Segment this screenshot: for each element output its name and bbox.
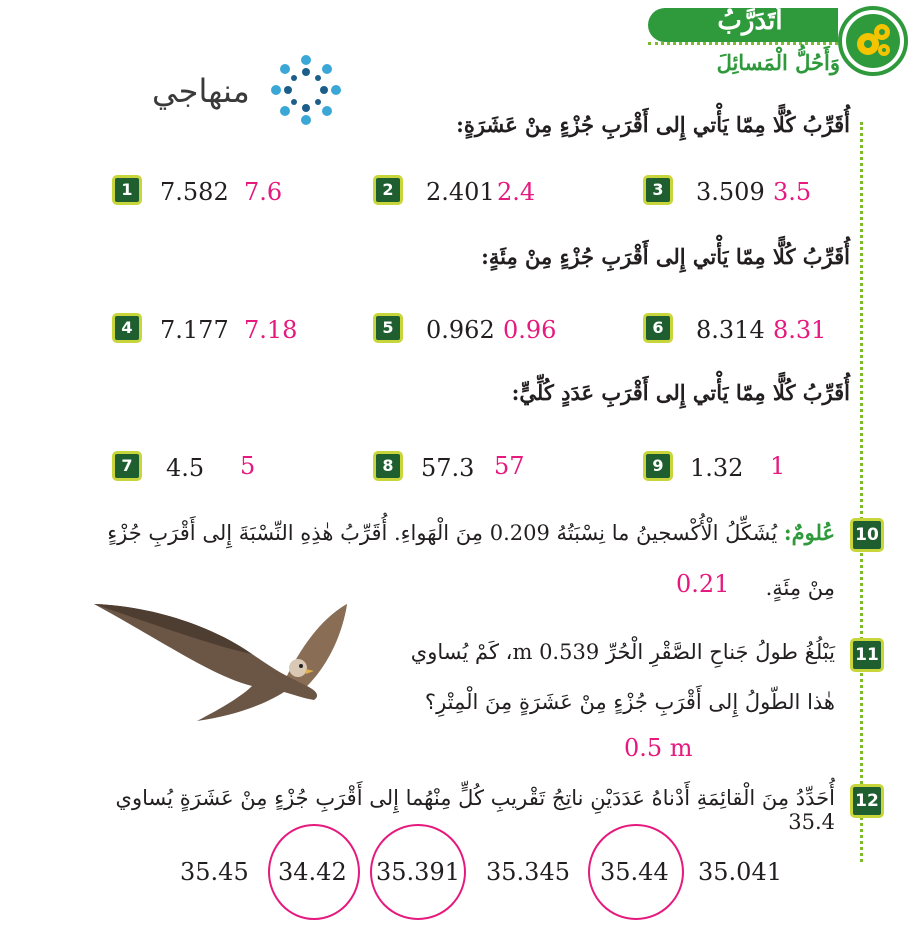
item-answer-4: 7.18 bbox=[244, 316, 298, 344]
problem-10-line1: يُشَكِّلُ الْأُكْسجينُ ما نِسْبَتُهُ 0.209 مِنَ الْهَواءِ. أُقَرِّبُ هٰذِهِ النِّسْبَةَ إِلى أَقْرَبِ جُزْءٍ bbox=[107, 521, 778, 545]
side-divider bbox=[860, 122, 863, 862]
instruction-tenths: أُقَرِّبُ كُلًّا مِمّا يَأْتي إِلى أَقْرَبِ جُزْءٍ مِنْ عَشَرَةٍ: bbox=[456, 112, 850, 137]
logo-text: منهاجي bbox=[152, 72, 250, 110]
problem-11-line1: يَبْلُغُ طولُ جَناحِ الصَّقْرِ الْحُرِّ 0.539 m، كَمْ يُساوي bbox=[410, 640, 835, 664]
instruction-hundredths: أُقَرِّبُ كُلًّا مِمّا يَأْتي إِلى أَقْرَبِ جُزْءٍ مِنْ مِئَةٍ: bbox=[481, 244, 850, 269]
item-badge-5: 5 bbox=[373, 313, 403, 343]
item-value-8: 57.3 bbox=[421, 454, 475, 482]
problem-12-text: أُحَدِّدُ مِنَ الْقائِمَةِ أَدْناهُ عَدَدَيْنِ ناتِجُ تَقْريبِ كُلٍّ مِنْهُما إِلى أَقْرَبِ جُزْءٍ مِنْ عَشَرَةٍ يُساوي 35.4 bbox=[115, 786, 835, 834]
item-badge-2: 2 bbox=[373, 175, 403, 205]
instruction-whole: أُقَرِّبُ كُلًّا مِمّا يَأْتي إِلى أَقْرَبِ عَدَدٍ كُلِّيٍّ: bbox=[511, 380, 850, 405]
item-badge-3: 3 bbox=[643, 175, 673, 205]
item-answer-6: 8.31 bbox=[773, 316, 827, 344]
item-answer-7: 5 bbox=[240, 452, 256, 480]
item-badge-9: 9 bbox=[643, 451, 673, 481]
item-answer-8: 57 bbox=[494, 452, 525, 480]
item-badge-7: 7 bbox=[112, 451, 142, 481]
item-badge-1: 1 bbox=[112, 175, 142, 205]
item-answer-5: 0.96 bbox=[503, 316, 557, 344]
item-value-3: 3.509 bbox=[696, 178, 765, 206]
problem-11-line2: هٰذا الطّولُ إِلى أَقْرَبِ جُزْءٍ مِنْ عَشَرَةٍ مِنَ الْمِتْرِ؟ bbox=[424, 690, 835, 714]
item-badge-4: 4 bbox=[112, 313, 142, 343]
item-value-2: 2.401 bbox=[426, 178, 495, 206]
section-subtitle: وَأَحُلُّ الْمَسائِلَ bbox=[716, 50, 840, 75]
problem-10-answer: 0.21 bbox=[676, 570, 730, 598]
problem-10-text bbox=[100, 520, 835, 545]
choice-6: 35.041 bbox=[698, 858, 782, 886]
item-value-5: 0.962 bbox=[426, 316, 495, 344]
gears-icon bbox=[846, 14, 900, 68]
choice-1: 35.45 bbox=[180, 858, 249, 886]
item-value-4: 7.177 bbox=[160, 316, 229, 344]
choice-4: 35.345 bbox=[486, 858, 570, 886]
item-value-6: 8.314 bbox=[696, 316, 765, 344]
choice-5: 35.44 bbox=[600, 858, 669, 886]
choice-3: 35.391 bbox=[376, 858, 460, 886]
problem-badge-11: 11 bbox=[850, 638, 884, 672]
item-answer-1: 7.6 bbox=[244, 178, 283, 206]
item-value-9: 1.32 bbox=[690, 454, 744, 482]
item-badge-8: 8 bbox=[373, 451, 403, 481]
item-badge-6: 6 bbox=[643, 313, 673, 343]
problem-10-label: عُلومٌ: bbox=[783, 520, 835, 545]
item-answer-3: 3.5 bbox=[773, 178, 812, 206]
header-divider bbox=[648, 42, 838, 45]
item-answer-2: 2.4 bbox=[497, 178, 536, 206]
choice-2: 34.42 bbox=[278, 858, 347, 886]
section-title: أَتَدَرَّبُ bbox=[717, 6, 783, 36]
item-value-1: 7.582 bbox=[160, 178, 229, 206]
falcon-image bbox=[92, 596, 354, 736]
problem-badge-12: 12 bbox=[850, 784, 884, 818]
item-value-7: 4.5 bbox=[166, 454, 205, 482]
problem-badge-10: 10 bbox=[850, 518, 884, 552]
item-answer-9: 1 bbox=[770, 452, 786, 480]
problem-10-line2: مِنْ مِئَةٍ. bbox=[765, 576, 835, 600]
problem-11-answer: 0.5 m bbox=[624, 734, 693, 762]
